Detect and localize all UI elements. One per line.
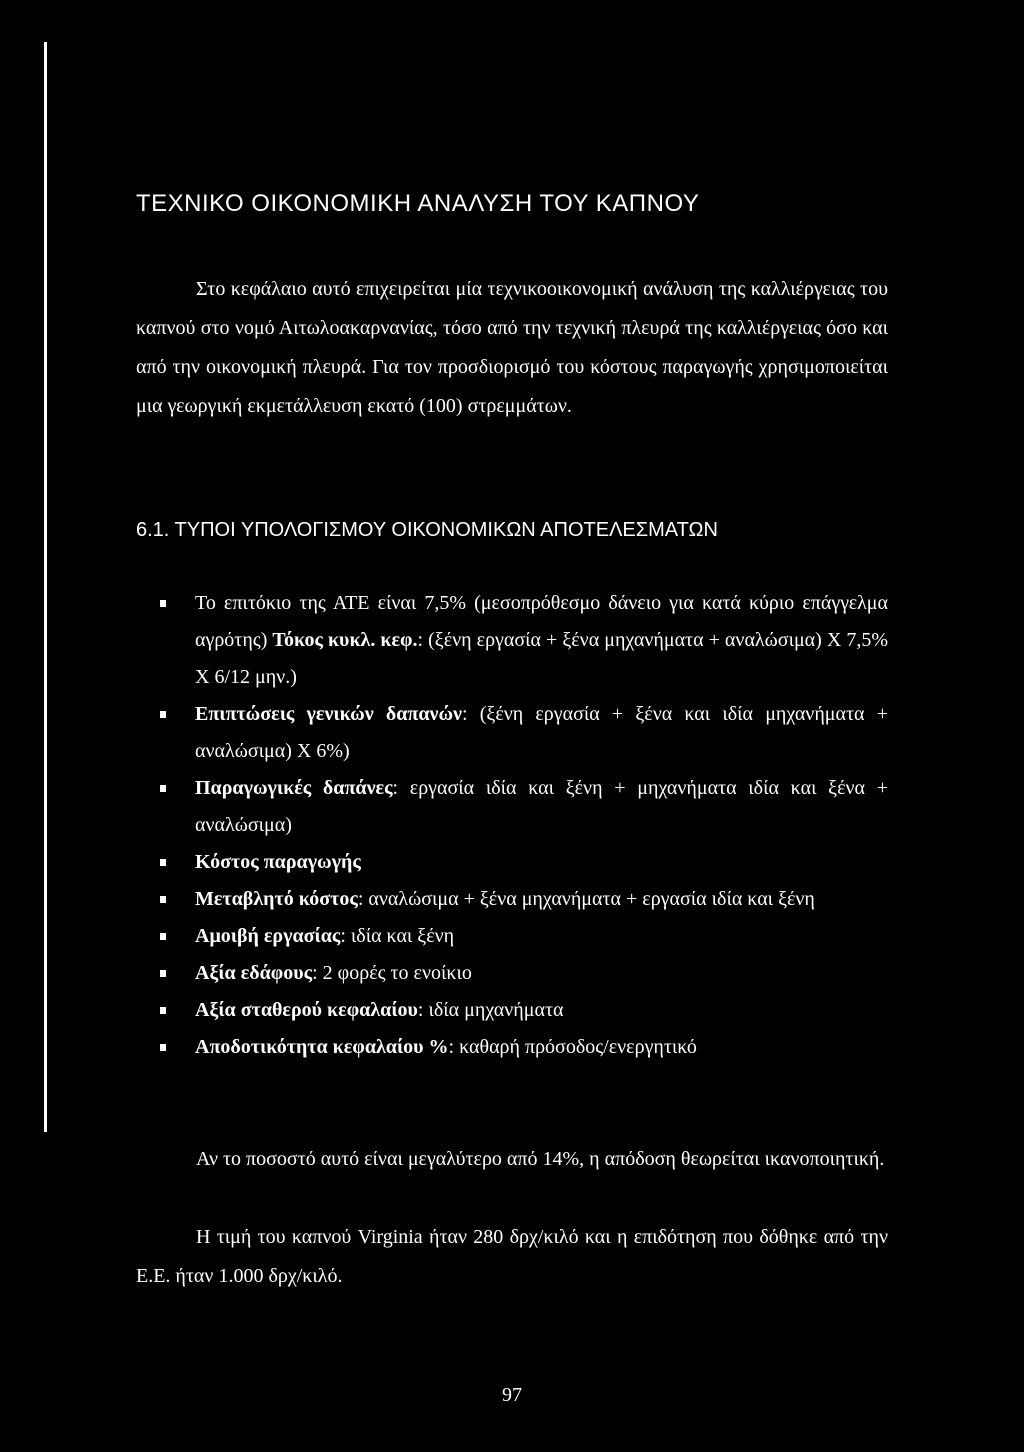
item-term: Επιπτώσεις γενικών δαπανών [195,703,462,725]
rate-threshold-paragraph: Αν το ποσοστό αυτό είναι μεγαλύτερο από 14%, η απόδοση θεωρείται ικανοποιητική. [196,1148,885,1170]
list-item [160,992,888,1029]
item-definition: : (ξένη εργασία + ξένα και ιδία μηχανήματα + αναλώσιμα) Χ 6%) [195,703,888,762]
page-number: 97 [502,1384,522,1406]
list-item [160,696,888,770]
list-item [160,585,888,696]
price-subsidy-paragraph: Η τιμή του καπνού Virginia ήταν 280 δρχ/κιλό και η επιδότηση που δόθηκε από την Ε.Ε. ήταν 1.000 δρχ/κιλό. [136,1226,888,1287]
item-term: Τόκος κυκλ. κεφ. [272,629,418,651]
list-item [160,955,888,992]
item-definition: : καθαρή πρόσοδος/ενεργητικό [448,1036,697,1058]
formula-list [160,585,888,1066]
chapter-heading: ΤΕΧΝΙΚΟ ΟΙΚΟΝΟΜΙΚΗ ΑΝΑΛΥΣΗ ΤΟΥ ΚΑΠΝΟΥ [136,190,700,217]
list-item-text [195,992,888,1029]
bullet-icon [160,785,166,792]
item-definition: : 2 φορές το ενοίκιο [312,962,472,984]
bullet-icon [160,1044,166,1051]
list-item [160,918,888,955]
list-item [160,1029,888,1066]
list-item-text [195,881,888,918]
bullet-icon [160,600,166,607]
item-definition: : (ξένη εργασία + ξένα μηχανήματα + αναλώσιμα) Χ 7,5% Χ 6/12 μην.) [195,629,889,688]
section-title: 6.1. ΤΥΠΟΙ ΥΠΟΛΟΓΙΣΜΟΥ ΟΙΚΟΝΟΜΙΚΩΝ ΑΠΟΤΕΛΕΣΜΑΤΩΝ [136,519,718,541]
intro-paragraph: Στο κεφάλαιο αυτό επιχειρείται μία τεχνικοοικονομική ανάλυση της καλλιέργειας του καπνού στο νομό Αιτωλοακαρνανίας, τόσο από την τεχνική πλευρά της καλλιέργειας όσο και από την οικονομική πλευρά. Για τον προσδιορισμό του κόστους παραγωγής χρησιμοποιείται μια γεωργική εκμετάλλευση εκατό (100) στρεμμάτων. [136,278,888,417]
item-term: Αποδοτικότητα κεφαλαίου % [195,1036,449,1058]
item-term: Μεταβλητό κόστος [195,888,358,910]
bullet-icon [160,896,166,903]
item-term: Παραγωγικές δαπάνες [195,777,393,799]
bullet-icon [160,970,166,977]
list-item-text [195,918,888,955]
list-item-text [195,955,888,992]
list-item [160,770,888,844]
item-intro-text: Το επιτόκιο της ΑΤΕ είναι 7,5% (μεσοπρόθεσμο δάνειο για κατά κύριο επάγγελμα αγρότης) [195,592,888,651]
bullet-icon [160,933,166,940]
list-item-text [195,770,888,844]
list-item-text [195,844,888,881]
item-term: Αξία εδάφους [195,962,313,984]
list-item [160,844,888,881]
item-definition: : εργασία ιδία και ξένη + μηχανήματα ιδία και ξένα + αναλώσιμα) [195,777,889,836]
list-item-text [195,585,888,696]
bullet-icon [160,1007,166,1014]
item-definition: : ιδία και ξένη [340,925,455,947]
bullet-icon [160,711,166,718]
list-item-text [195,696,888,770]
item-term: Αμοιβή εργασίας [195,925,341,947]
list-item [160,881,888,918]
bullet-icon [160,859,166,866]
item-term: Αξία σταθερού κεφαλαίου [195,999,418,1021]
item-definition: : αναλώσιμα + ξένα μηχανήματα + εργασία ιδία και ξένη [357,888,815,910]
item-definition: : ιδία μηχανήματα [417,999,564,1021]
list-item-text [195,1029,888,1066]
item-term: Κόστος παραγωγής [195,851,361,873]
